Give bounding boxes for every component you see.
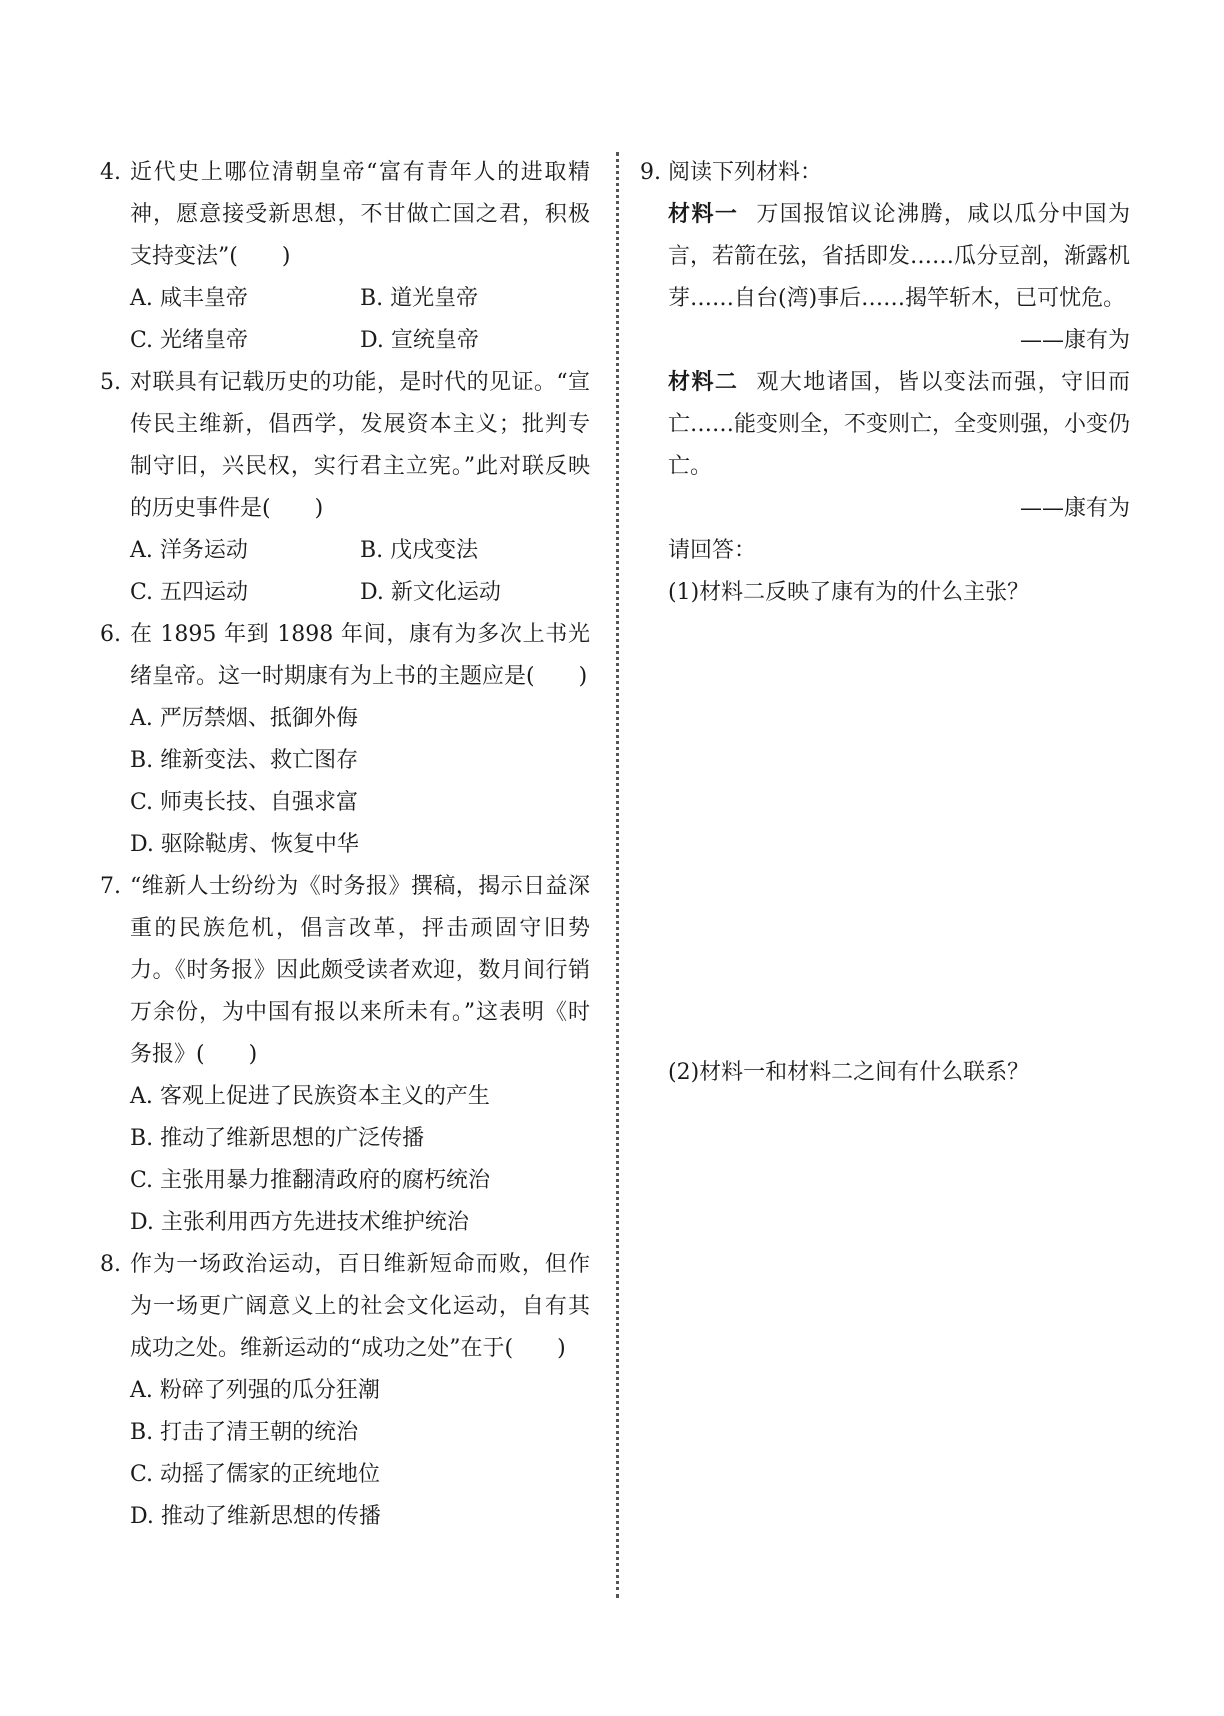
option-b: B. 推动了维新思想的广泛传播 <box>130 1126 425 1151</box>
material-2-source: ——康有为 <box>1019 496 1130 521</box>
option-b: B. 打击了清王朝的统治 <box>130 1420 359 1445</box>
question-stem: 在 1895 年到 1898 年间，康有为多次上书光绪皇帝。这一时期康有为上书的主题应是( ) <box>130 622 590 689</box>
material-1-label: 材料一 <box>668 202 739 227</box>
option-a: A. 粉碎了列强的瓜分狂潮 <box>130 1378 380 1403</box>
option-d: D. 主张利用西方先进技术维护统治 <box>130 1210 469 1235</box>
question-7 <box>100 866 590 1244</box>
option-c: C. 动摇了儒家的正统地位 <box>130 1462 381 1487</box>
question-8 <box>100 1244 590 1538</box>
option-d: D. 推动了维新思想的传播 <box>130 1504 381 1529</box>
option-a: A. 咸丰皇帝 <box>130 286 248 311</box>
question-stem: “维新人士纷纷为《时务报》撰稿，揭示日益深重的民族危机，倡言改革，抨击顽固守旧势力。《时务报》因此颇受读者欢迎，数月间行销万余份，为中国有报以来所未有。”这表明《时务报》( ) <box>130 874 590 1067</box>
option-a: A. 洋务运动 <box>130 538 248 563</box>
option-d: D. 新文化运动 <box>360 580 501 605</box>
question-4 <box>100 152 590 362</box>
answer-space-1 <box>640 614 1130 1052</box>
option-c: C. 光绪皇帝 <box>130 328 249 353</box>
sub-question-1: (1)材料二反映了康有为的什么主张？ <box>668 580 1030 605</box>
option-c: C. 五四运动 <box>130 580 249 605</box>
question-number: 5. <box>100 370 121 395</box>
option-b: B. 维新变法、救亡图存 <box>130 748 359 773</box>
material-1-text: 万国报馆议论沸腾，咸以瓜分中国为言，若箭在弦，省括即发……瓜分豆剖，渐露机芽……自台(湾)事后……揭竿斩木，已可忧危。 <box>668 202 1131 311</box>
option-b: B. 道光皇帝 <box>360 286 479 311</box>
material-2-text: 观大地诸国，皆以变法而强，守旧而亡……能变则全，不变则亡，全变则强，小变仍亡。 <box>668 370 1131 479</box>
question-6 <box>100 614 590 866</box>
question-stem: 对联具有记载历史的功能，是时代的见证。“宣传民主维新，倡西学，发展资本主义；批判专制守旧，兴民权，实行君主立宪。”此对联反映的历史事件是( ) <box>130 370 590 521</box>
question-9 <box>640 152 1130 1094</box>
answer-prompt: 请回答： <box>668 538 757 563</box>
material-2 <box>640 362 1130 488</box>
question-number: 6. <box>100 622 121 647</box>
option-a: A. 严厉禁烟、抵御外侮 <box>130 706 358 731</box>
material-1 <box>640 194 1130 320</box>
option-c: C. 主张用暴力推翻清政府的腐朽统治 <box>130 1168 491 1193</box>
question-number: 4. <box>100 160 121 185</box>
column-divider <box>616 152 619 1598</box>
option-b: B. 戊戌变法 <box>360 538 479 563</box>
question-number: 8. <box>100 1252 121 1277</box>
left-column <box>100 152 590 1538</box>
question-5 <box>100 362 590 614</box>
sub-question-2: (2)材料一和材料二之间有什么联系？ <box>668 1060 1030 1085</box>
question-9-title: 9. 阅读下列材料： <box>640 160 822 185</box>
question-number: 7. <box>100 874 121 899</box>
material-2-label: 材料二 <box>668 370 739 395</box>
option-a: A. 客观上促进了民族资本主义的产生 <box>130 1084 490 1109</box>
option-d: D. 驱除鞑虏、恢复中华 <box>130 832 359 857</box>
option-c: C. 师夷长技、自强求富 <box>130 790 359 815</box>
option-d: D. 宣统皇帝 <box>360 328 479 353</box>
right-column <box>640 152 1130 1094</box>
material-1-source: ——康有为 <box>1019 328 1130 353</box>
question-stem: 近代史上哪位清朝皇帝“富有青年人的进取精神，愿意接受新思想，不甘做亡国之君，积极支持变法”( ) <box>130 160 590 269</box>
question-stem: 作为一场政治运动，百日维新短命而败，但作为一场更广阔意义上的社会文化运动，自有其成功之处。维新运动的“成功之处”在于( ) <box>130 1252 590 1361</box>
